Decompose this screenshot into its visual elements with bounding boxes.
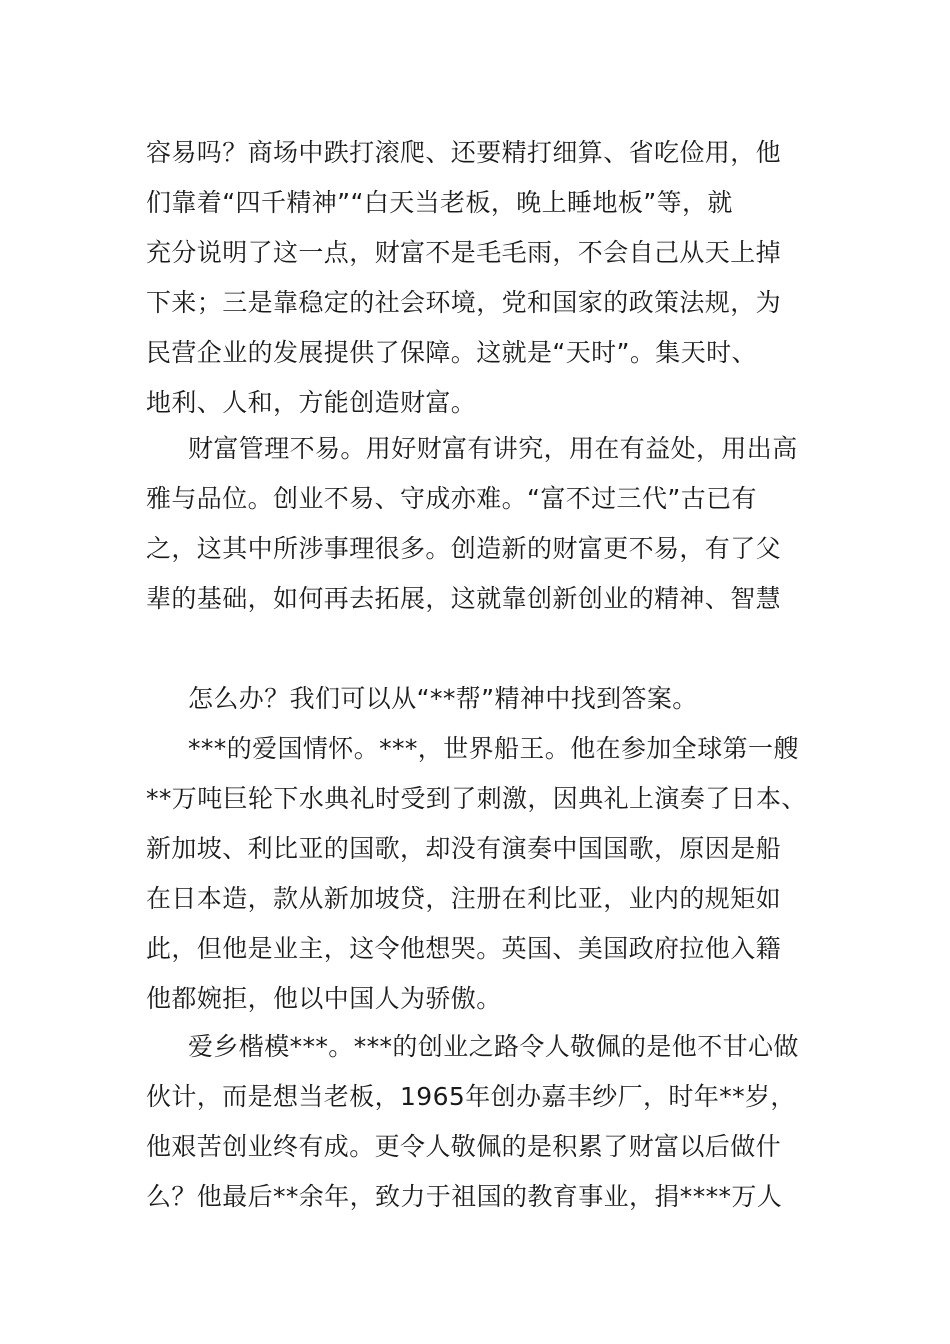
text-line: 地利、人和，方能创造财富。 xyxy=(146,388,477,417)
text-line: 雅与品位。创业不易、守成亦难。“富不过三代”古已有 xyxy=(146,484,757,513)
paragraph-first-line: 怎么办？我们可以从“**帮”精神中找到答案。 xyxy=(188,684,698,713)
text-line: 此，但他是业主，这令他想哭。英国、美国政府拉他入籍 xyxy=(146,934,782,963)
text-line: 么？他最后**余年，致力于祖国的教育事业，捐****万人 xyxy=(146,1182,783,1211)
text-line: 辈的基础，如何再去拓展，这就靠创新创业的精神、智慧 xyxy=(146,584,782,613)
text-line: 新加坡、利比亚的国歌，却没有演奏中国国歌，原因是船 xyxy=(146,834,782,863)
text-line: 在日本造，款从新加坡贷，注册在利比亚，业内的规矩如 xyxy=(146,884,782,913)
text-line: 民营企业的发展提供了保障。这就是“天时”。集天时、 xyxy=(146,338,757,367)
paragraph-first-line: 爱乡楷模***。***的创业之路令人敬佩的是他不甘心做 xyxy=(188,1032,799,1061)
text-line: **万吨巨轮下水典礼时受到了刺激，因典礼上演奏了日本、 xyxy=(146,784,807,813)
text-line: 伙计，而是想当老板，1965年创办嘉丰纱厂，时年**岁， xyxy=(146,1082,796,1111)
paragraph-first-line: ***的爱国情怀。***，世界船王。他在参加全球第一艘 xyxy=(188,734,799,763)
text-line: 下来；三是靠稳定的社会环境，党和国家的政策法规，为 xyxy=(146,288,782,317)
text-line: 他艰苦创业终有成。更令人敬佩的是积累了财富以后做什 xyxy=(146,1132,782,1161)
text-line: 容易吗？商场中跌打滚爬、还要精打细算、省吃俭用，他 xyxy=(146,138,782,167)
text-line: 他都婉拒，他以中国人为骄傲。 xyxy=(146,984,502,1013)
text-line: 之，这其中所涉事理很多。创造新的财富更不易，有了父 xyxy=(146,534,782,563)
text-line: 们靠着“四千精神”“白天当老板，晚上睡地板”等，就 xyxy=(146,188,733,217)
paragraph-first-line: 财富管理不易。用好财富有讲究，用在有益处，用出高 xyxy=(188,434,798,463)
text-line: 充分说明了这一点，财富不是毛毛雨，不会自己从天上掉 xyxy=(146,238,782,267)
